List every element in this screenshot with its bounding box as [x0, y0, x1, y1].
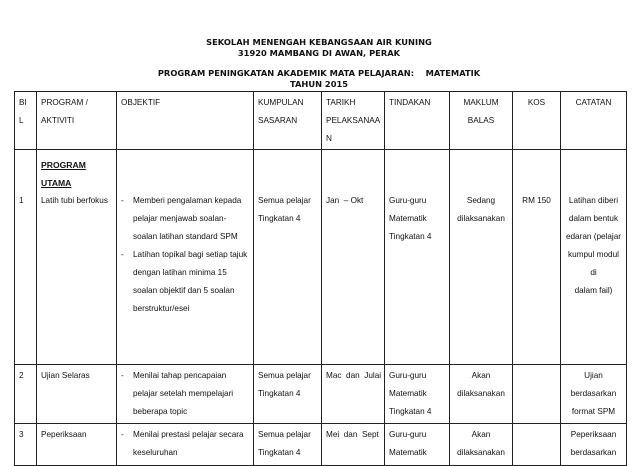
cell-objektif: - Memberi pengalaman kepada pelajar menjawab soalan- soalan latihan standard SPM - Latihan topikal bagi setiap tajuk dengan latihan minima 15 soalan objektif dan 5 soalan berstruktur/esei: [117, 150, 254, 365]
cell-tarikh: Mei dan Sept: [322, 424, 385, 466]
cell-bil: 3: [15, 424, 37, 466]
col-kos: KOS: [513, 92, 561, 150]
cell-kumpulan: Semua pelajar Tingkatan 4: [254, 150, 322, 365]
col-catatan: CATATAN: [561, 92, 627, 150]
year-title: TAHUN 2015: [289, 79, 349, 89]
cell-tindakan: Guru-guru Matematik: [385, 424, 450, 466]
cell-tindakan: Guru-guru Matematik Tingkatan 4: [385, 150, 450, 365]
col-maklum: MAKLUM BALAS: [450, 92, 513, 150]
school-name: SEKOLAH MENENGAH KEBANGSAAN AIR KUNING: [206, 37, 432, 47]
cell-program: Ujian Selaras: [37, 365, 117, 424]
table-row: [15, 365, 627, 424]
cell-catatan: Ujian berdasarkan format SPM: [561, 365, 627, 424]
cell-program: PROGRAM UTAMA Latih tubi berfokus: [37, 150, 117, 365]
section-title: PROGRAM: [41, 160, 86, 170]
cell-maklum: Akan dilaksanakan: [450, 424, 513, 466]
col-kumpulan: KUMPULAN SASARAN: [254, 92, 322, 150]
col-objektif: OBJEKTIF: [117, 92, 254, 150]
col-program: PROGRAM / AKTIVITI: [37, 92, 117, 150]
col-bil: BI L: [15, 92, 37, 150]
table-row: [15, 424, 627, 466]
header-row: [15, 92, 627, 150]
cell-kos: [513, 365, 561, 424]
cell-tindakan: Guru-guru Matematik Tingkatan 4: [385, 365, 450, 424]
program-title: PROGRAM PENINGKATAN AKADEMIK MATA PELAJARAN: MATEMATIK: [157, 68, 481, 78]
cell-kos: [513, 424, 561, 466]
cell-catatan: Latihan diberi dalam bentuk edaran (pelajar kumpul modul di dalam fail): [561, 150, 627, 365]
cell-program: Peperiksaan: [37, 424, 117, 466]
cell-maklum: Akan dilaksanakan: [450, 365, 513, 424]
cell-kumpulan: Semua pelajar Tingkatan 4: [254, 365, 322, 424]
cell-catatan: Peperiksaan berdasarkan: [561, 424, 627, 466]
cell-objektif: - Menilai prestasi pelajar secara keseluruhan: [117, 424, 254, 466]
program-table: [14, 91, 627, 466]
col-tindakan: TINDAKAN: [385, 92, 450, 150]
table-row: [15, 150, 627, 365]
col-tarikh: TARIKH PELAKSANAA N: [322, 92, 385, 150]
school-address: 31920 MAMBANG DI AWAN, PERAK: [237, 48, 401, 58]
cell-maklum: Sedang dilaksanakan: [450, 150, 513, 365]
cell-bil: 1: [15, 150, 37, 365]
cell-kumpulan: Semua pelajar Tingkatan 4: [254, 424, 322, 466]
cell-tarikh: Mac dan Julai: [322, 365, 385, 424]
cell-tarikh: Jan – Okt: [322, 150, 385, 365]
cell-objektif: - Menilai tahap pencapaian pelajar setelah mempelajari beberapa topic: [117, 365, 254, 424]
cell-bil: 2: [15, 365, 37, 424]
cell-kos: RM 150: [513, 150, 561, 365]
